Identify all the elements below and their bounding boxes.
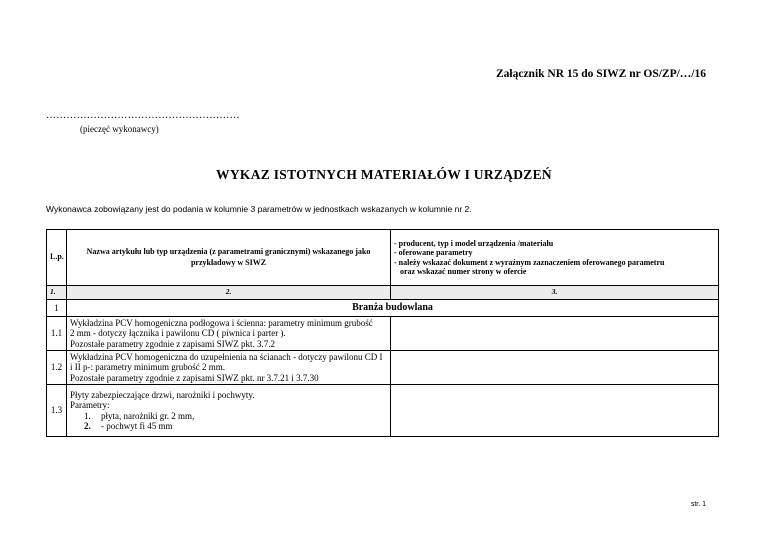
- row-lp: 1.1: [47, 317, 67, 351]
- description-line: Pozostałe parametry zgodnie z zapisami SIWZ pkt. 3.7.2: [70, 338, 275, 349]
- subitem-text: płyta, narożniki gr. 2 mm,: [101, 410, 195, 421]
- table-row: [47, 351, 719, 385]
- description-subitem: [70, 411, 387, 422]
- description-line: Wykładzina PCV homogeniczna podłogowa i ścienna: parametry minimum grubość: [70, 317, 373, 328]
- page-number: str. 1: [690, 501, 706, 508]
- section-row: [47, 300, 719, 317]
- header-lp: L.p.: [47, 230, 67, 286]
- row-offer-cell[interactable]: [391, 351, 719, 385]
- column-number: 2.: [67, 286, 391, 300]
- header-offer-line: oraz wskazać numer strony w ofercie: [400, 267, 527, 276]
- header-offer-line: - producent, typ i model urządzenia /materiału: [394, 238, 554, 248]
- header-offer-line: - należy wskazać dokument z wyraźnym zaznaczeniem oferowanego parametru: [394, 257, 665, 267]
- description-line: 2 mm - dotyczy łącznika i pawilonu CD ( piwnica i parter ).: [70, 328, 286, 339]
- row-description: [67, 317, 391, 351]
- annex-label: Załącznik NR 15 do SIWZ nr OS/ZP/…/16: [495, 68, 706, 80]
- subitem-number: 2.: [84, 421, 91, 431]
- column-number: 1.: [47, 286, 67, 300]
- table-row: [47, 385, 719, 437]
- description-line: i II p-: parametry minimum grubość 2 mm.: [70, 362, 225, 373]
- table-row: [47, 317, 719, 351]
- stamp-caption: (pieczęć wykonawcy): [80, 124, 159, 134]
- description-line: Płyty zabezpieczające drzwi, narożniki i pochwyty.: [70, 389, 255, 400]
- row-description: [67, 351, 391, 385]
- intro-text: Wykonawca zobowiązany jest do podania w kolumnie 3 parametrów w jednostkach wskazanych w kolumnie nr 2.: [46, 204, 472, 214]
- table-header-row: [47, 230, 719, 286]
- section-name: Branża budowlana: [67, 300, 719, 317]
- header-offer-line: - oferowane parametry: [394, 248, 473, 257]
- header-offer: [391, 230, 719, 286]
- subitem-number: 1.: [84, 410, 91, 421]
- description-line: Wykładzina PCV homogeniczna do uzupełnienia na ścianach - dotyczy pawilonu CD I: [70, 351, 383, 362]
- row-lp: 1.2: [47, 351, 67, 385]
- description-subitem: [70, 421, 387, 432]
- column-number-row: [47, 286, 719, 300]
- description-line: Parametry:: [70, 400, 110, 410]
- row-description: [67, 385, 391, 437]
- row-offer-cell[interactable]: [391, 317, 719, 351]
- row-lp: 1.3: [47, 385, 67, 437]
- section-lp: 1: [47, 300, 67, 317]
- description-line: Pozostałe parametry zgodnie z zapisami SIWZ pkt. nr 3.7.21 i 3.7.30: [70, 372, 319, 383]
- subitem-text: - pochwyt fi 45 mm: [101, 421, 173, 431]
- stamp-dotted-line: …………………………………………………: [46, 110, 240, 121]
- document-title: WYKAZ ISTOTNYCH MATERIAŁÓW I URZĄDZEŃ: [216, 167, 552, 182]
- row-offer-cell[interactable]: [391, 385, 719, 437]
- column-number: 3.: [391, 286, 719, 300]
- materials-table: [46, 229, 719, 437]
- header-name: Nazwa artykułu lub typ urządzenia (z parametrami granicznymi) wskazanego jako przykładowy w SIWZ: [67, 230, 391, 286]
